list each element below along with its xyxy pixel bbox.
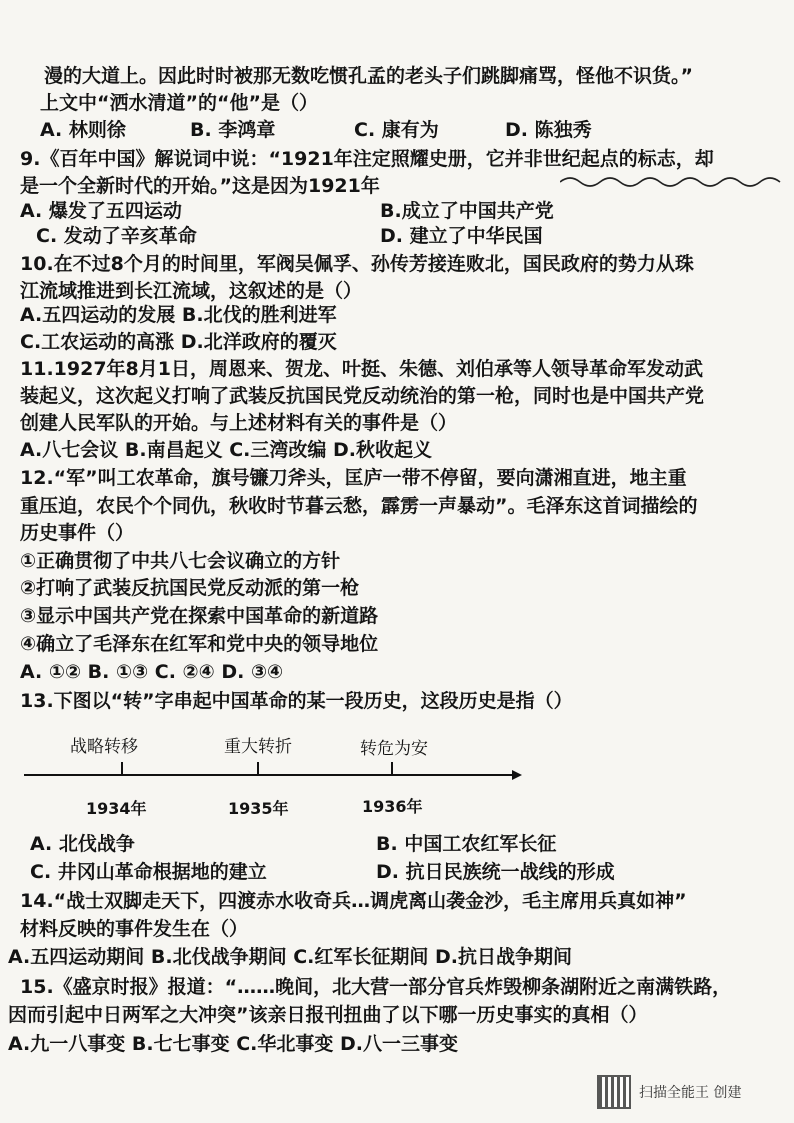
question-9-stem: 9.《百年中国》解说词中说：“1921年注定照耀史册，它并非世纪起点的标志，却 (20, 148, 714, 170)
timeline-year-1: 1934年 (86, 799, 147, 818)
question-12-stem: 12.“军”叫工农革命，旗号镰刀斧头，匡庐一带不停留，要向潇湘直进，地主重 (20, 467, 687, 489)
question-14-stem: 14.“战士双脚走天下，四渡赤水收奇兵…调虎离山袭金沙，毛主席用兵真如神” (20, 890, 687, 912)
q12-statement-1: ①正确贯彻了中共八七会议确立的方针 (20, 550, 341, 572)
question-9-stem-cont: 是一个全新时代的开始。”这是因为1921年 (20, 175, 380, 197)
question-11-stem-cont2: 创建人民军队的开始。与上述材料有关的事件是（） (20, 412, 458, 434)
q13-option-a: A. 北伐战争 (30, 833, 135, 855)
question-10-stem-cont: 江流域推进到长江流域，这叙述的是（） (20, 280, 363, 302)
q10-options-ab: A.五四运动的发展 B.北伐的胜利进军 (20, 304, 337, 326)
q8-option-b: B. 李鸿章 (190, 119, 276, 141)
q12-statement-3: ③显示中国共产党在探索中国革命的新道路 (20, 605, 379, 627)
timeline-label-1: 战略转移 (70, 737, 138, 757)
text-line: 漫的大道上。因此时时被那无数吃惯孔孟的老头子们跳脚痛骂，怪他不识货。” (44, 65, 693, 87)
timeline-year-2: 1935年 (228, 799, 289, 818)
q10-options-cd: C.工农运动的高涨 D.北洋政府的覆灭 (20, 331, 337, 353)
scanner-watermark (597, 1075, 741, 1109)
q13-option-c: C. 井冈山革命根据地的建立 (30, 861, 267, 883)
q9-option-a: A. 爆发了五四运动 (20, 200, 182, 222)
q12-statement-2: ②打响了武装反抗国民党反动派的第一枪 (20, 577, 360, 599)
timeline-year-3: 1936年 (362, 797, 423, 816)
q8-option-d: D. 陈独秀 (505, 119, 592, 141)
q15-options: A.九一八事变 B.七七事变 C.华北事变 D.八一三事变 (8, 1033, 458, 1055)
q9-option-d: D. 建立了中华民国 (380, 225, 543, 247)
timeline-label-3: 转危为安 (360, 739, 428, 759)
q13-option-d: D. 抗日民族统一战线的形成 (376, 861, 615, 883)
question-10-stem: 10.在不过8个月的时间里，军阀吴佩孚、孙传芳接连败北，国民政府的势力从珠 (20, 253, 694, 275)
q14-options: A.五四运动期间 B.北伐战争期间 C.红军长征期间 D.抗日战争期间 (8, 946, 572, 968)
q8-option-a: A. 林则徐 (40, 119, 126, 141)
question-12-stem-cont2: 历史事件（） (20, 522, 135, 544)
question-11-stem: 11.1927年8月1日，周恩来、贺龙、叶挺、朱德、刘伯承等人领导革命军发动武 (20, 358, 703, 380)
qr-code-icon (597, 1075, 631, 1109)
timeline-label-2: 重大转折 (224, 737, 292, 757)
timeline-figure (0, 720, 794, 800)
q12-options: A. ①② B. ①③ C. ②④ D. ③④ (20, 661, 284, 683)
q11-options: A.八七会议 B.南昌起义 C.三湾改编 D.秋收起义 (20, 439, 432, 461)
question-15-stem-cont: 因而引起中日两军之大冲突”该亲日报刊扭曲了以下哪一历史事实的真相（） (8, 1004, 648, 1026)
q9-option-c: C. 发动了辛亥革命 (36, 225, 197, 247)
q8-option-c: C. 康有为 (354, 119, 439, 141)
handwritten-underline (560, 168, 790, 192)
watermark-text: 扫描全能王 创建 (639, 1085, 742, 1101)
timeline-arrow (512, 770, 522, 780)
question-12-stem-cont: 重压迫，农民个个同仇，秋收时节暮云愁，霹雳一声暴动”。毛泽东这首词描绘的 (20, 495, 698, 517)
question-14-stem-cont: 材料反映的事件发生在（） (20, 918, 249, 940)
q13-option-b: B. 中国工农红军长征 (376, 833, 557, 855)
question-13-stem: 13.下图以“转”字串起中国革命的某一段历史，这段历史是指（） (20, 690, 573, 712)
question-15-stem: 15.《盛京时报》报道：“……晚间，北大营一部分官兵炸毁柳条湖附近之南满铁路， (20, 976, 732, 998)
question-8-stem: 上文中“洒水清道”的“他”是（） (40, 92, 318, 114)
question-11-stem-cont: 装起义，这次起义打响了武装反抗国民党反动统治的第一枪，同时也是中国共产党 (20, 385, 705, 407)
q12-statement-4: ④确立了毛泽东在红军和党中央的领导地位 (20, 633, 379, 655)
q9-option-b: B.成立了中国共产党 (380, 200, 554, 222)
